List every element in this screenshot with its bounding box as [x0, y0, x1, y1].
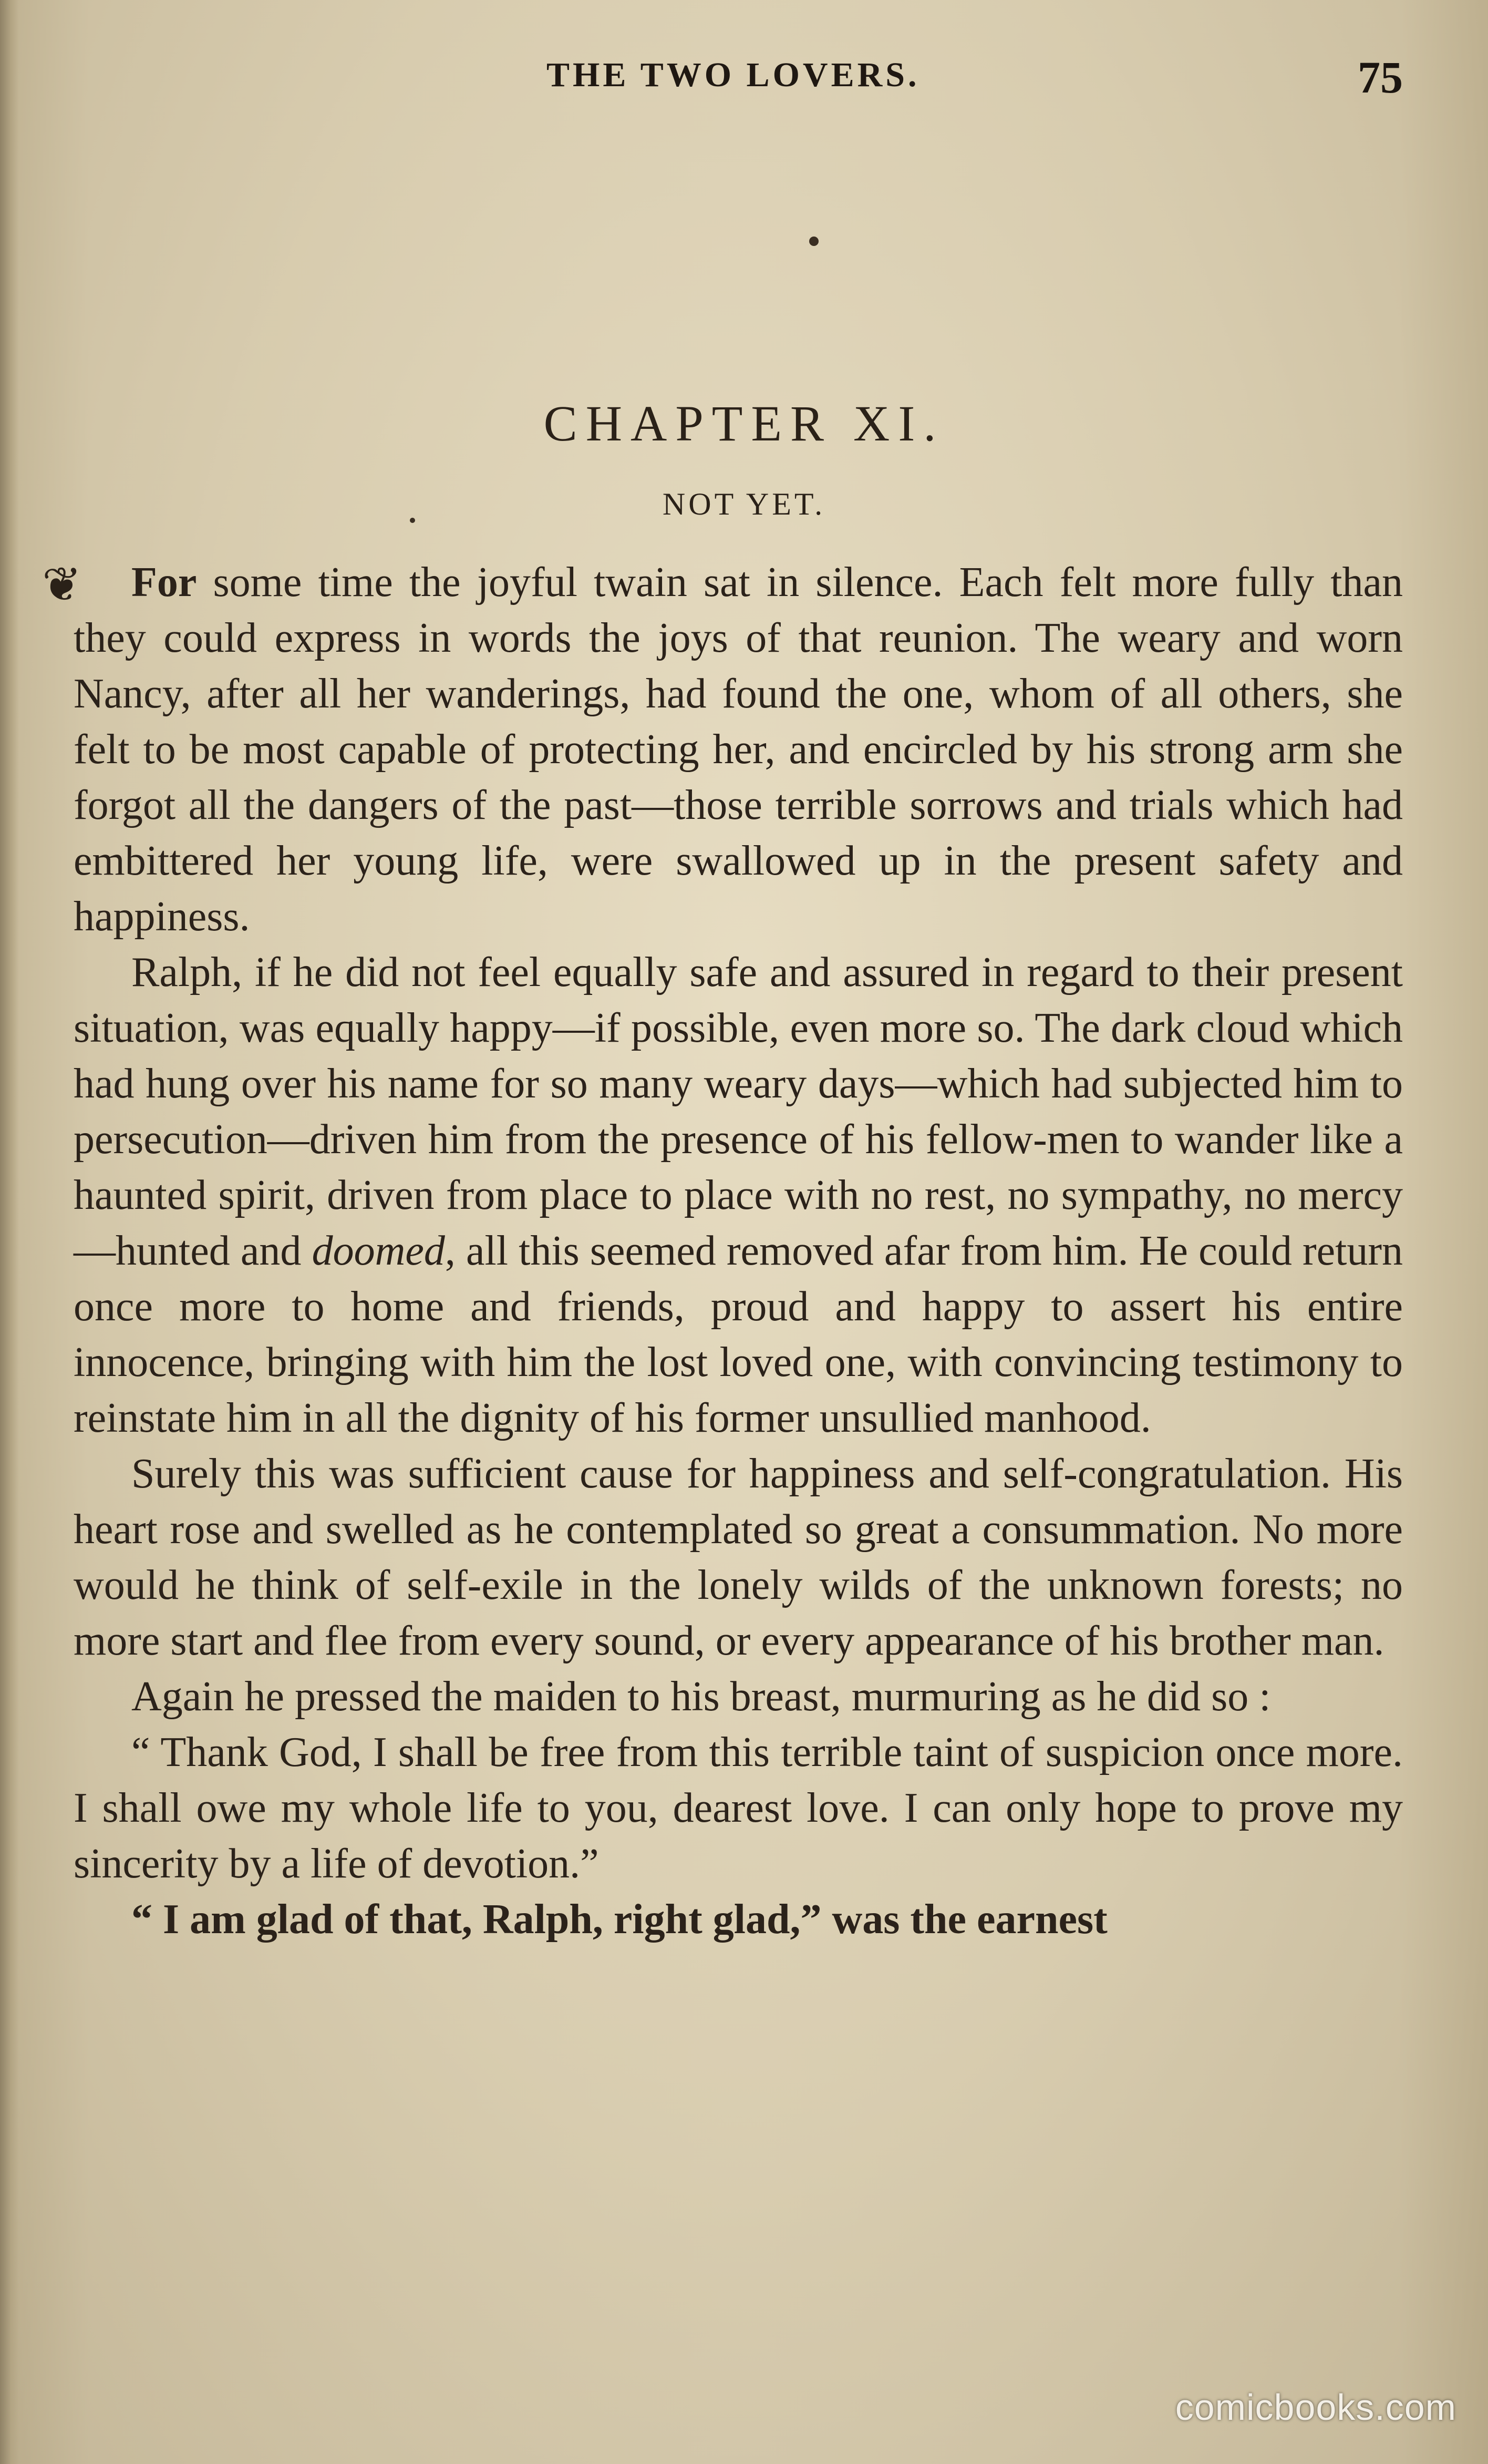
paragraph-2-text-a: Ralph, if he did not feel equally safe and assured in regard to their present situation, was equally happy—if possible, even more so. The dark cloud which had hung over his name for so many weary days—which had subjected him to persecution—driven him from the presence of his fellow-men to wander like a haunted spirit, driven from place to place with no rest, no sympathy, no mercy—hunted and — [74, 949, 1403, 1274]
ornament-icon: ❦ — [42, 559, 82, 611]
paragraph-6: “ I am glad of that, Ralph, right glad,” was the earnest — [131, 1896, 1108, 1943]
paragraph-4: Again he pressed the maiden to his breast, murmuring as he did so : — [131, 1674, 1271, 1720]
paragraph-2 — [74, 944, 1403, 1446]
ink-dot — [410, 518, 415, 523]
paragraph-5: “ Thank God, I shall be free from this terrible taint of suspicion once more. I shall owe my whole life to you, dearest love. I can only hope to prove my sincerity by a life of devotion.” — [74, 1729, 1403, 1887]
page-number: 75 — [1358, 52, 1403, 102]
paragraph-2-italic: doomed — [312, 1228, 445, 1274]
paragraph-lead-word: For — [131, 559, 197, 605]
paragraph-1-text: some time the joyful twain sat in silence. Each felt more fully than they could express in words the joys of that reunion. The weary and worn Nancy, after all her wanderings, had found the one, whom of all others, she felt to be most capable of protecting her, and encircled by his strong arm she forgot all the dangers of the past—those terrible sorrows and trials which had embittered her young life, were swallowed up in the present safety and happiness. — [74, 559, 1403, 940]
running-head: THE TWO LOVERS. — [546, 56, 920, 94]
paragraph-2-text-b: , all this seemed removed afar from him. He could return once more to home and friends, proud and happy to assert his entire innocence, bringing with him the lost loved one, with convincing testimony to reinstate him in all the dignity of his former unsullied manhood. — [74, 1228, 1403, 1441]
paragraph-1 — [74, 555, 1403, 944]
page-header — [74, 52, 1403, 113]
chapter-title: CHAPTER XI. — [543, 395, 945, 451]
paragraph-3: Surely this was sufficient cause for happiness and self-congratulation. His heart rose and swelled as he contemplated so great a consummation. No more would he think of self-exile in the lonely wilds of the unknown forests; no more start and flee from every sound, or every appearance of his brother man. — [74, 1451, 1403, 1664]
watermark: comicbooks.com — [1175, 2387, 1456, 2428]
page-gutter-shadow — [0, 0, 19, 2464]
ink-speck — [809, 237, 819, 246]
chapter-body — [74, 555, 1403, 1947]
chapter-subtitle: NOT YET. — [662, 487, 826, 521]
